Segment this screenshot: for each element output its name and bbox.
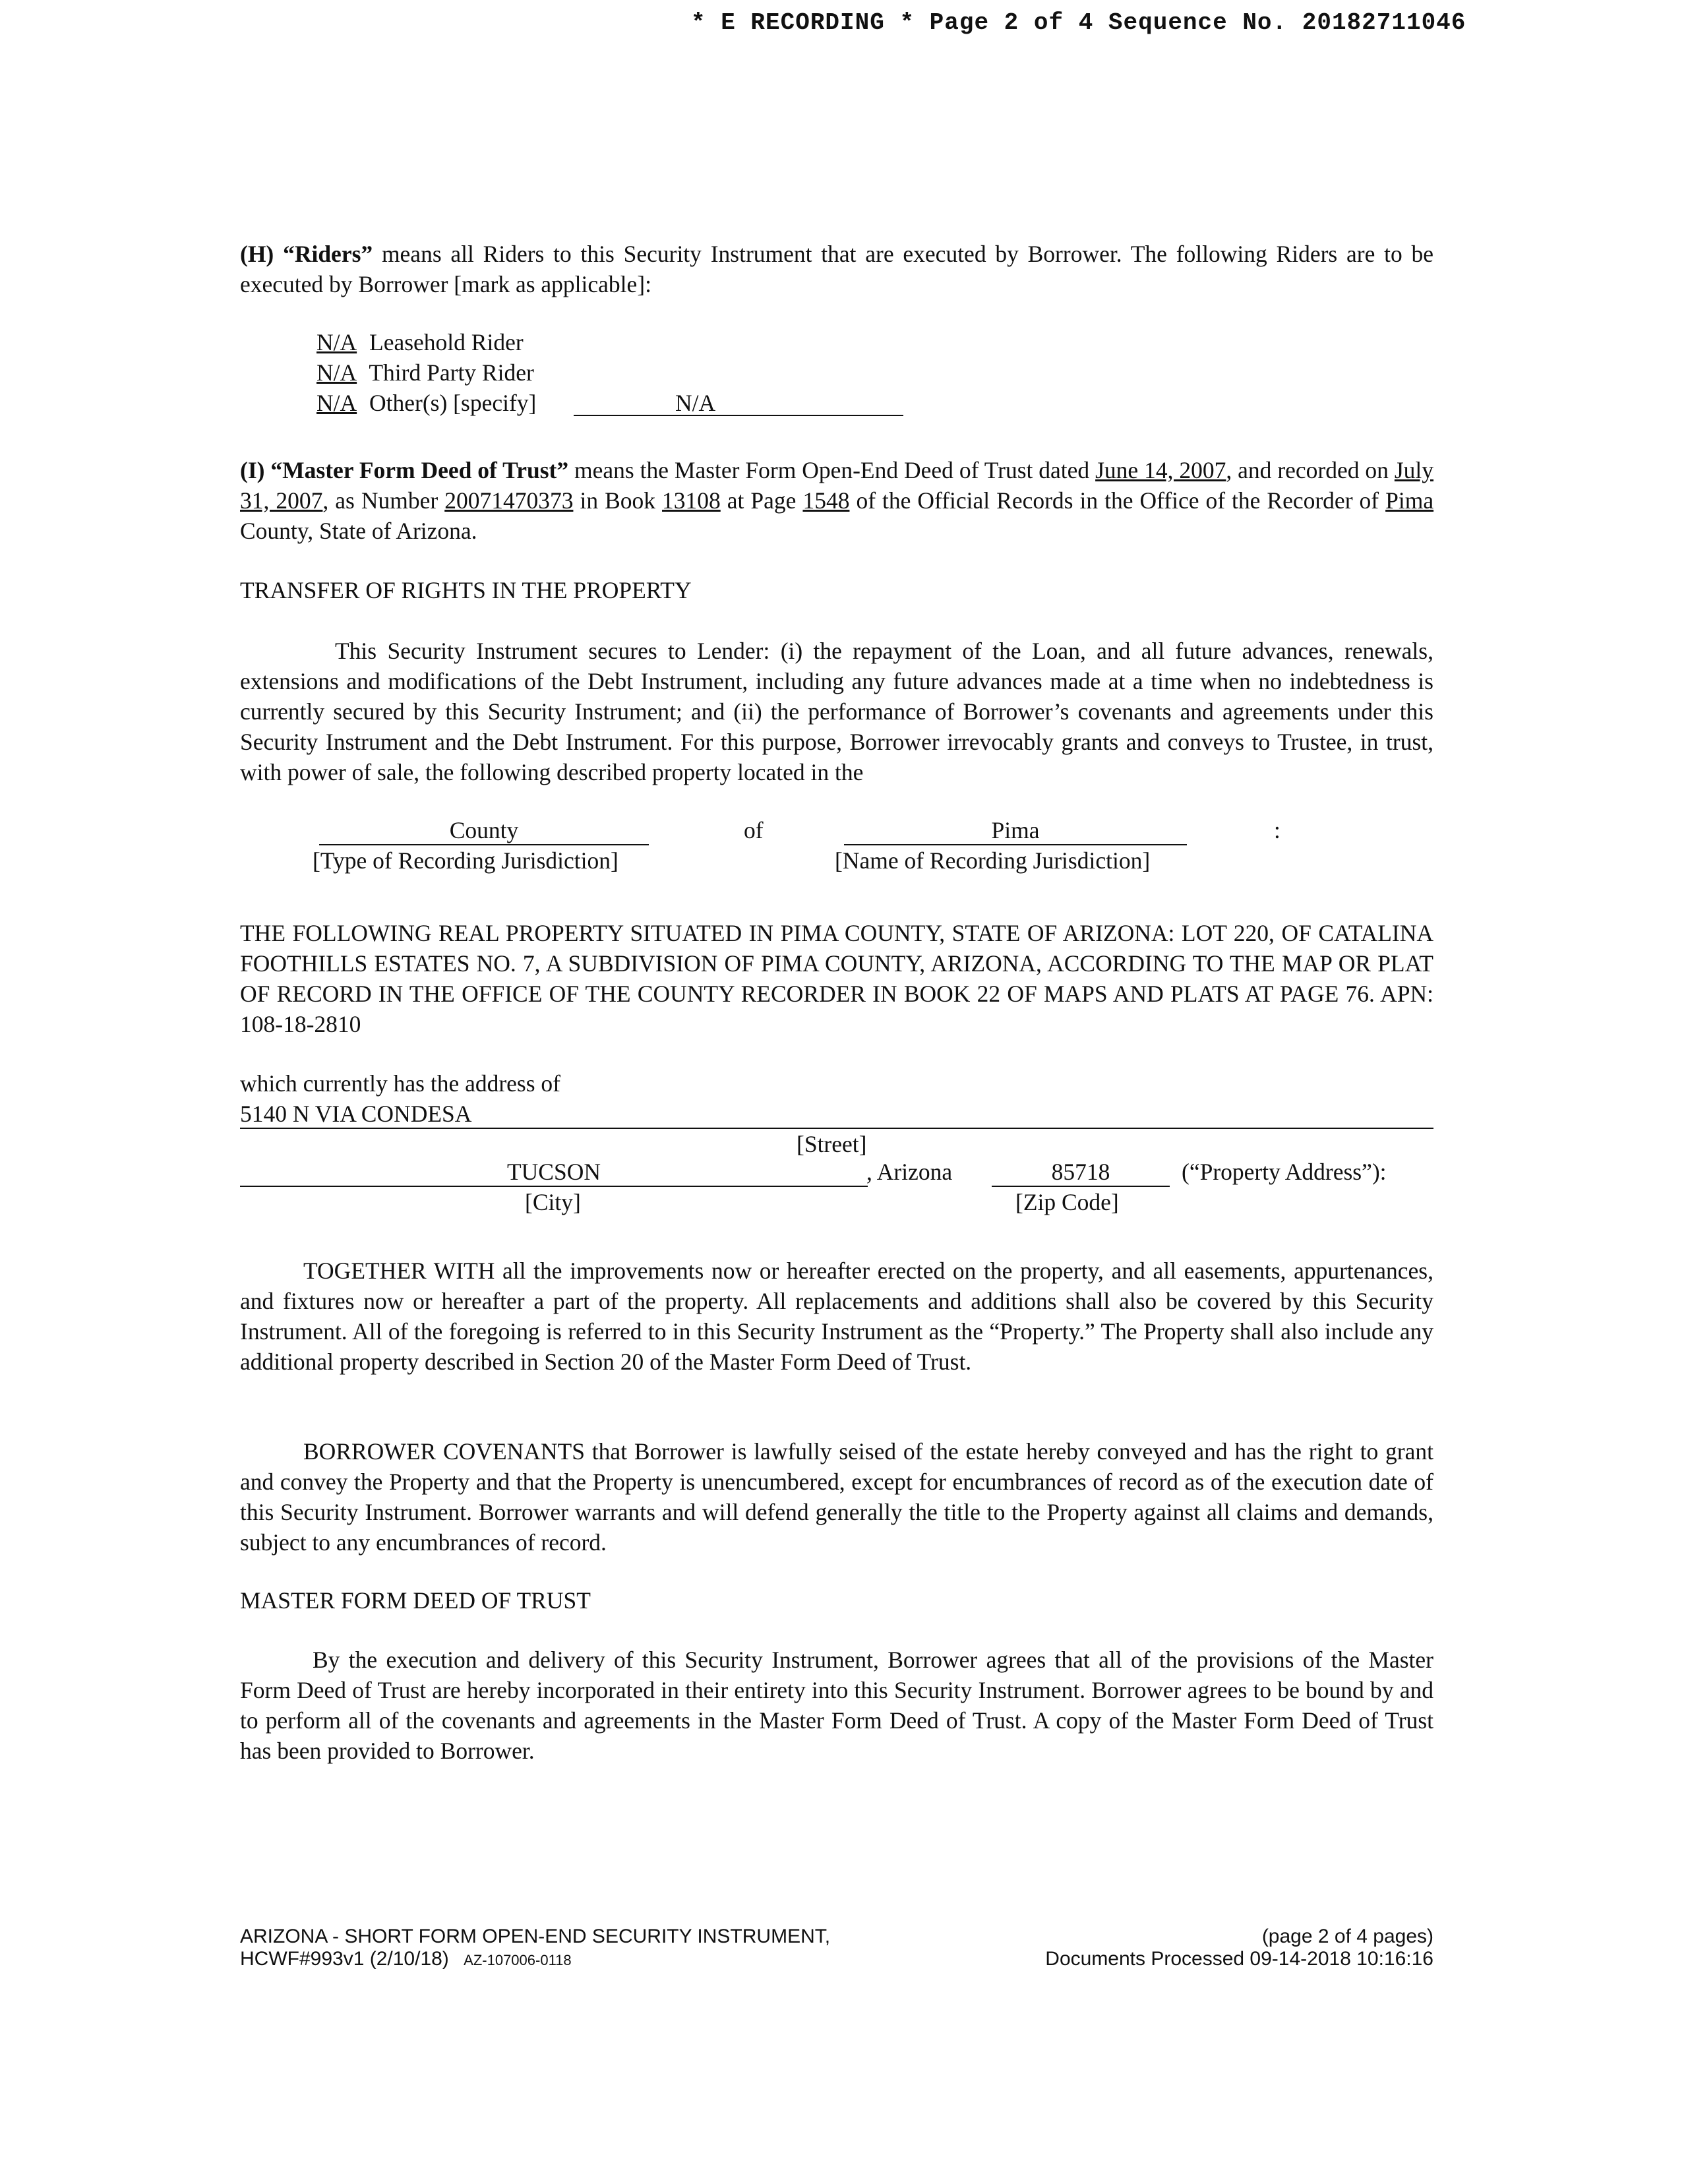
jurisdiction-type-caption: [Type of Recording Jurisdiction]: [313, 847, 618, 874]
city-caption: [City]: [525, 1189, 581, 1215]
state: , Arizona: [866, 1159, 953, 1185]
master-form-paragraph: [240, 455, 1433, 546]
master-title: “Master Form Deed of Trust”: [270, 457, 569, 483]
transfer-paragraph: This Security Instrument secures to Lender: (i) the repayment of the Loan, and all future advances, renewals, extensions and modifications of the Debt Instrument, including any future advances made at a time when no indebtedness is currently secured by this Security Instrument; and (ii) the performance of Borrower’s covenants and agreements under this Security Instrument and the Debt Instrument. For this purpose, Borrower irrevocably grants and conveys to Trustee, in trust, with power of sale, the following described property located in the: [240, 638, 1433, 785]
master-county: Pima: [1385, 487, 1434, 514]
jurisdiction-name: Pima: [991, 817, 1040, 843]
zip-caption: [Zip Code]: [1015, 1189, 1119, 1215]
footer-form-id: [240, 1948, 830, 1972]
jurisdiction-type: County: [449, 817, 519, 843]
other-specify-line: [574, 415, 903, 416]
master-label: (I): [240, 457, 265, 483]
rider-mark: N/A: [316, 359, 357, 386]
master-text-3: , as Number: [322, 487, 438, 514]
riders-paragraph: [240, 239, 1433, 299]
master-form-heading: MASTER FORM DEED OF TRUST: [240, 1587, 591, 1614]
master-text-1: means the Master Form Open-End Deed of Trust dated: [574, 457, 1090, 483]
footer-form-number: HCWF#993v1 (2/10/18): [240, 1948, 449, 1970]
jurisdiction-name-caption: [Name of Recording Jurisdiction]: [835, 847, 1151, 874]
footer-right: [1045, 1926, 1433, 1970]
master-text-5: at Page: [727, 487, 797, 514]
master-text-6: of the Official Records in the Office of the Recorder of: [856, 487, 1379, 514]
other-specify-value: N/A: [675, 390, 716, 416]
address-intro: which currently has the address of: [240, 1070, 560, 1097]
legal-description: THE FOLLOWING REAL PROPERTY SITUATED IN PIMA COUNTY, STATE OF ARIZONA: LOT 220, OF CATALINA FOOTHILLS ESTATES NO. 7, A SUBDIVISION OF PIMA COUNTY, ARIZONA, ACCORDING TO THE MAP OR PLAT OF RECORD IN THE OFFICE OF THE COUNTY RECORDER IN BOOK 22 OF MAPS AND PLATS AT PAGE 76. APN: 108-18-2810: [240, 920, 1433, 1037]
rider-label: Leasehold Rider: [369, 329, 524, 355]
master-date: June 14, 2007: [1095, 457, 1226, 483]
street-caption: [Street]: [797, 1131, 867, 1157]
property-address-label: (“Property Address”):: [1182, 1159, 1387, 1185]
zip-code: 85718: [1051, 1159, 1110, 1185]
master-form-incorporation-paragraph: By the execution and delivery of this Security Instrument, Borrower agrees that all of the provisions of the Master Form Deed of Trust are hereby incorporated in their entirety into this Security Instrument. Borrower agrees to be bound by and to perform all of the covenants and agreements in the Master Form Deed of Trust. A copy of the Master Form Deed of Trust has been provided to Borrower.: [240, 1647, 1433, 1764]
footer-left: [240, 1926, 830, 1972]
rider-label: Other(s) [specify]: [369, 390, 537, 416]
rider-label: Third Party Rider: [369, 359, 534, 386]
master-text-7: County, State of Arizona.: [240, 518, 477, 544]
master-book: 13108: [662, 487, 721, 514]
rider-mark: N/A: [316, 329, 357, 355]
riders-text: means all Riders to this Security Instrument that are executed by Borrower. The following Riders are to be executed by Borrower [mark as applicable]:: [240, 241, 1434, 297]
rider-mark: N/A: [316, 390, 357, 416]
city: TUCSON: [506, 1159, 601, 1185]
rider-item: [303, 327, 524, 357]
together-with-paragraph: TOGETHER WITH all the improvements now or hereafter erected on the property, and all easements, appurtenances, and fixtures now or hereafter a part of the property. All replacements and additions shall also be covered by this Security Instrument. All of the foregoing is referred to in this Security Instrument as the “Property.” The Property shall also include any additional property described in Section 20 of the Master Form Deed of Trust.: [240, 1258, 1433, 1375]
footer-processed-date: Documents Processed 09-14-2018 10:16:16: [1045, 1948, 1433, 1970]
borrower-covenants-paragraph: BORROWER COVENANTS that Borrower is lawfully seised of the estate hereby conveyed and has the right to grant and convey the Property and that the Property is unencumbered, except for encumbrances of record as of the execution date of this Security Instrument. Borrower warrants and will defend generally the title to the Property against all claims and demands, subject to any encumbrances of record.: [240, 1438, 1433, 1556]
jurisdiction-colon: :: [1274, 817, 1281, 843]
riders-title: “Riders”: [283, 241, 373, 267]
transfer-heading: TRANSFER OF RIGHTS IN THE PROPERTY: [240, 577, 692, 603]
rider-item: [303, 388, 536, 418]
master-text-2: , and recorded on: [1226, 457, 1389, 483]
master-page: 1548: [802, 487, 850, 514]
footer-form-title: ARIZONA - SHORT FORM OPEN-END SECURITY INSTRUMENT,: [240, 1926, 831, 1947]
riders-label: (H): [240, 241, 274, 267]
rider-item: [303, 357, 534, 388]
jurisdiction-of: of: [744, 817, 764, 843]
master-number: 20071470373: [444, 487, 574, 514]
recording-header: * E RECORDING * Page 2 of 4 Sequence No. 20182711046: [691, 9, 1466, 36]
street-address: 5140 N VIA CONDESA: [240, 1101, 472, 1127]
master-recorded-date: July 31, 2007: [240, 457, 1434, 514]
footer-form-code: AZ-107006-0118: [464, 1952, 572, 1968]
master-text-4: in Book: [580, 487, 655, 514]
footer-page-count: (page 2 of 4 pages): [1261, 1926, 1433, 1947]
